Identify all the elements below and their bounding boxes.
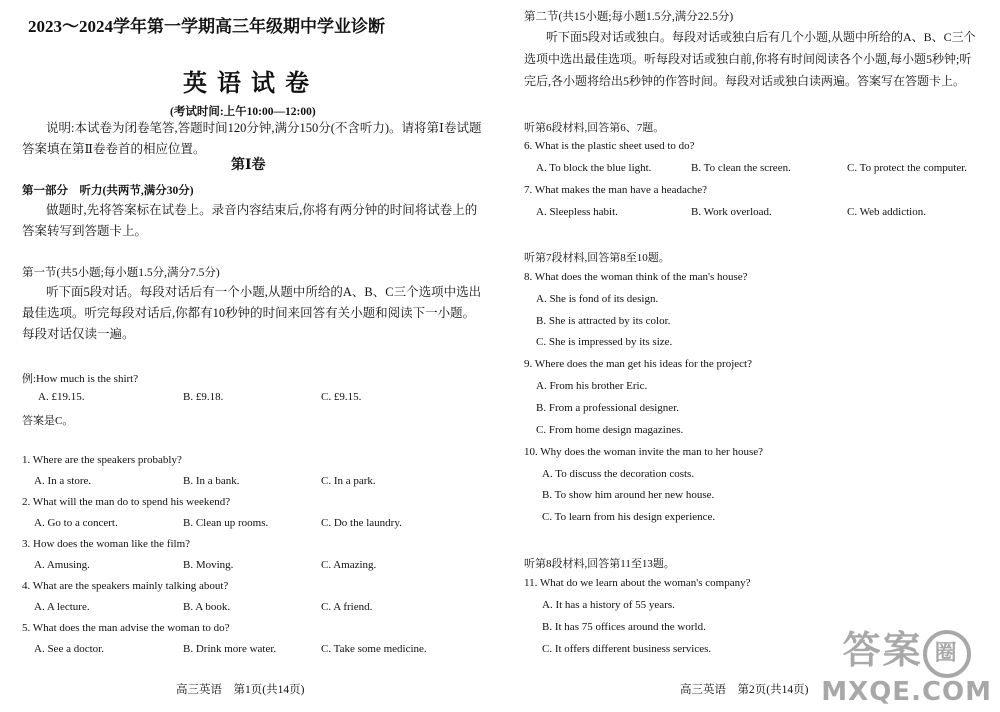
q7-option-b: B. Work overload. [691,206,772,218]
watermark-badge: 圈 [923,630,971,678]
q9-option-b: B. From a professional designer. [536,402,679,414]
section2-text: 听下面5段对话或独白。每段对话或独白后有几个小题,从题中所给的A、B、C三个选项中选出最佳选项。听每段对话或独白前,你将有时间阅读各个小题,每小题5秒钟;听完后,各小题将给出5秒钟的作答时间。每段对话或独白读两遍。答案写在答题卡上。 [524,30,976,88]
section1-text: 听下面5段对话。每段对话后有一个小题,从题中所给的A、B、C三个选项中选出最佳选项。听完每段对话后,你都有10秒钟的时间来回答有关小题和阅读下一小题。每段对话仅读一遍。 [22,285,482,341]
q3-option-c: C. Amazing. [321,559,377,571]
q6-option-a: A. To block the blue light. [536,162,652,174]
question-2: 2. What will the man do to spend his weekend? [22,496,231,508]
instructions: 说明:本试卷为闭卷笔答,答题时间120分钟,满分150分(不含听力)。请将第Ⅰ卷试题答案填在第Ⅱ卷卷首的相应位置。 [22,121,482,156]
q8-option-a: A. She is fond of its design. [536,293,659,305]
exam-title: 2023～2024学年第一学期高三年级期中学业诊断 [28,17,385,36]
q5-option-a: A. See a doctor. [34,643,104,655]
q5-option-c: C. Take some medicine. [321,643,427,655]
q1-option-c: C. In a park. [321,475,376,487]
q7-option-c: C. Web addiction. [847,206,926,218]
example-option-c: C. £9.15. [321,391,362,403]
example-option-b: B. £9.18. [183,391,224,403]
q1-option-a: A. In a store. [34,475,92,487]
page-2 [500,0,1000,712]
q11-option-c: C. It offers different business services. [542,643,712,655]
q11-option-b: B. It has 75 offices around the world. [542,621,706,633]
example-question: 例:How much is the shirt? [22,373,139,385]
example-answer: 答案是C。 [22,415,74,427]
volume-heading: 第Ⅰ卷 [231,158,266,173]
q3-option-b: B. Moving. [183,559,234,571]
question-8: 8. What does the woman think of the man's house? [524,271,748,283]
material-6-label: 听第6段材料,回答第6、7题。 [524,122,665,134]
question-10: 10. Why does the woman invite the man to her house? [524,446,763,458]
q2-option-c: C. Do the laundry. [321,517,402,529]
page-2-footer: 高三英语 第2页(共14页) [680,684,809,696]
q10-option-b: B. To show him around her new house. [542,489,715,501]
part1-text: 做题时,先将答案标在试卷上。录音内容结束后,你将有两分钟的时间将试卷上的答案转写到答题卡上。 [22,203,478,238]
question-5: 5. What does the man advise the woman to do? [22,622,230,634]
example-option-a: A. £19.15. [38,391,85,403]
question-4: 4. What are the speakers mainly talking about? [22,580,229,592]
subject-title: 英 语 试 卷 [183,71,311,97]
question-9: 9. Where does the man get his ideas for the project? [524,358,752,370]
q1-option-b: B. In a bank. [183,475,240,487]
question-3: 3. How does the woman like the film? [22,538,191,550]
q2-option-a: A. Go to a concert. [34,517,118,529]
q10-option-c: C. To learn from his design experience. [542,511,716,523]
exam-time: (考试时间:上午10:00—12:00) [170,106,316,118]
q7-option-a: A. Sleepless habit. [536,206,618,218]
q8-option-b: B. She is attracted by its color. [536,315,671,327]
question-1: 1. Where are the speakers probably? [22,454,182,466]
watermark-logo [821,630,992,706]
q6-option-c: C. To protect the computer. [847,162,968,174]
question-6: 6. What is the plastic sheet used to do? [524,140,695,152]
q3-option-a: A. Amusing. [34,559,90,571]
q4-option-b: B. A book. [183,601,231,613]
q8-option-c: C. She is impressed by its size. [536,336,673,348]
q11-option-a: A. It has a history of 55 years. [542,599,675,611]
section2-heading: 第二节(共15小题;每小题1.5分,满分22.5分) [524,11,734,23]
q2-option-b: B. Clean up rooms. [183,517,269,529]
watermark-text-en: MXQE.COM [821,677,992,707]
q10-option-a: A. To discuss the decoration costs. [542,468,695,480]
q5-option-b: B. Drink more water. [183,643,277,655]
q4-option-a: A. A lecture. [34,601,90,613]
q6-option-b: B. To clean the screen. [691,162,791,174]
section1-heading: 第一节(共5小题;每小题1.5分,满分7.5分) [22,267,220,279]
watermark-text-cn: 答案 [842,628,923,672]
material-7-label: 听第7段材料,回答第8至10题。 [524,252,670,264]
page-1-footer: 高三英语 第1页(共14页) [176,684,305,696]
q9-option-a: A. From his brother Eric. [536,380,648,392]
question-11: 11. What do we learn about the woman's company? [524,577,751,589]
question-7: 7. What makes the man have a headache? [524,184,708,196]
q9-option-c: C. From home design magazines. [536,424,684,436]
q4-option-c: C. A friend. [321,601,373,613]
part1-heading: 第一部分 听力(共两节,满分30分) [22,185,194,197]
material-8-label: 听第8段材料,回答第11至13题。 [524,558,675,570]
